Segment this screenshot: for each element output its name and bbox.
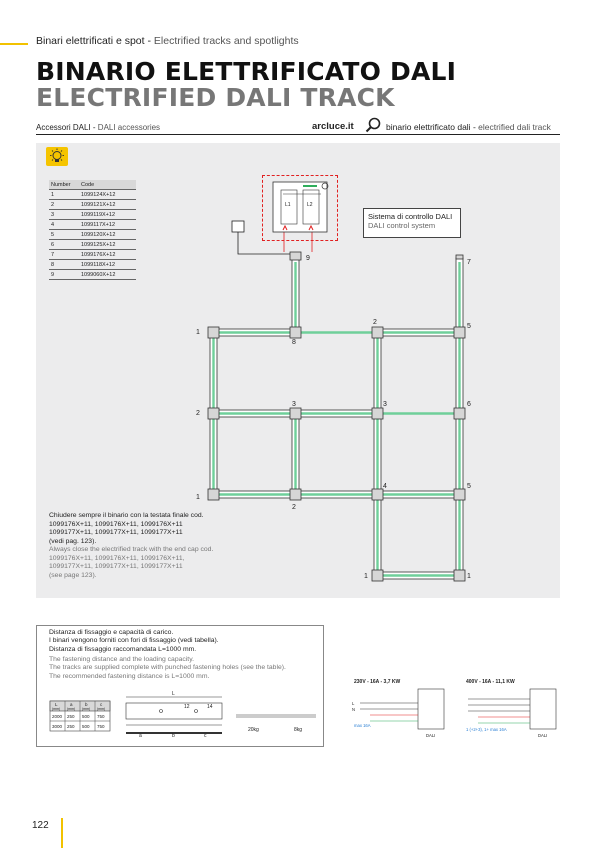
search-link[interactable] <box>386 122 551 132</box>
dim-a: a <box>139 733 142 739</box>
ft-cell: 3000 <box>52 724 63 729</box>
fastening-text-en <box>49 656 309 681</box>
fastening-en-line: The tracks are supplied complete with punched fastening holes (see the table). <box>49 664 286 672</box>
row-number: 2 <box>49 200 79 210</box>
note-it-line: (vedi pag. 123). <box>49 537 97 545</box>
search-link-it: binario elettrificato dali <box>386 122 471 132</box>
end-cap-note-en <box>49 546 269 580</box>
row-number: 5 <box>49 230 79 240</box>
header-accent-line <box>0 43 28 45</box>
breadcrumb-it: Binari elettrificati e spot <box>36 35 145 47</box>
note-it-line: 1099176X+11, 1099176X+11, 1099176X+11 <box>49 520 183 528</box>
row-code: 1099119X+12 <box>79 210 136 220</box>
dim-14: 14 <box>207 704 213 710</box>
wiring-dali-left: DALI <box>426 733 436 738</box>
row-number: 3 <box>49 210 79 220</box>
row-code: 1099125X+12 <box>79 240 136 250</box>
dim-12: 12 <box>184 704 190 710</box>
label-3a: 3 <box>292 401 296 408</box>
row-code: 1099120X+12 <box>79 230 136 240</box>
wiring-l: L <box>352 701 355 706</box>
fastening-table <box>50 701 110 731</box>
label-7: 7 <box>467 259 471 266</box>
fastening-en-line: The fastening distance and the loading capacity. <box>49 656 194 663</box>
wiring-right-sub: 1 (+2+3), 1+ max 16A <box>466 727 507 732</box>
wiring-diagrams <box>340 675 560 745</box>
ft-cell: 750 <box>97 724 105 729</box>
accessories-separator: - <box>90 123 98 132</box>
search-icon[interactable] <box>365 117 381 133</box>
label-9: 9 <box>306 255 310 262</box>
wiring-right-label: 400V - 16A - 11,1 KW <box>466 679 515 685</box>
control-system-it: Sistema di controllo DALI <box>368 212 453 221</box>
row-code: 1099118X+12 <box>79 260 136 270</box>
page-number-accent <box>61 818 63 848</box>
wiring-left-label: 230V - 16A - 3,7 KW <box>354 679 401 685</box>
fastening-it-line: I binari vengono forniti con fori di fissaggio (vedi tabella). <box>49 637 219 645</box>
label-3b: 3 <box>383 401 387 408</box>
label-8: 8 <box>292 339 296 346</box>
column-header-number: Number <box>49 180 79 190</box>
load-8kg: 8kg <box>294 727 303 733</box>
control-system-en: DALI control system <box>368 221 436 230</box>
ft-cell: 250 <box>67 724 75 729</box>
wiring-n: N <box>352 707 356 712</box>
row-code: 1099124X+12 <box>79 190 136 200</box>
load-20kg: 20kg <box>248 727 259 733</box>
ft-header-L: L <box>55 702 58 707</box>
wiring-dali-right: DALI <box>538 733 548 738</box>
ft-unit: (mm) <box>52 707 61 711</box>
ft-cell: 500 <box>82 714 90 719</box>
fastening-text-it <box>49 629 299 654</box>
fastening-it-line: Distanza di fissaggio raccomandata L=1000 mm. <box>49 645 197 653</box>
section-divider <box>36 134 560 135</box>
lightbulb-icon <box>46 147 68 166</box>
label-5b: 5 <box>467 483 471 490</box>
row-code: 1099121X+12 <box>79 200 136 210</box>
label-4: 4 <box>383 483 387 490</box>
search-link-en: electrified dali track <box>478 122 551 132</box>
label-1a: 1 <box>196 329 200 336</box>
breadcrumb-separator: - <box>144 35 154 47</box>
page-number: 122 <box>32 820 49 831</box>
accessories-label <box>36 123 160 132</box>
label-6: 6 <box>467 401 471 408</box>
control-l1: L1 <box>285 202 291 208</box>
row-code: 1099060X+12 <box>79 270 136 280</box>
ft-header-b: b <box>85 702 88 707</box>
breadcrumb-en: Electrified tracks and spotlights <box>153 35 299 47</box>
row-number: 8 <box>49 260 79 270</box>
ft-header-a: a <box>70 702 73 707</box>
fastening-diagram <box>36 687 322 745</box>
label-2a: 2 <box>373 319 377 326</box>
column-header-code: Code <box>79 180 136 190</box>
page-title-en: ELECTRIFIED DALI TRACK <box>36 83 395 112</box>
site-link[interactable]: arcluce.it <box>312 121 354 132</box>
note-en-line: (see page 123). <box>49 571 97 579</box>
accessories-it: Accessori DALI <box>36 123 91 132</box>
row-number: 4 <box>49 220 79 230</box>
control-l2: L2 <box>307 202 313 208</box>
fastening-en-line: The recommended fastening distance is L=1000 mm. <box>49 672 210 680</box>
ft-unit: (mm) <box>82 707 91 711</box>
dim-b: b <box>172 733 175 739</box>
accessories-en: DALI accessories <box>97 123 161 132</box>
page-title-it: BINARIO ELETTRIFICATO DALI <box>36 57 457 86</box>
row-code: 1099117X+12 <box>79 220 136 230</box>
fastening-it-line: Distanza di fissaggio e capacità di carico. <box>49 629 174 636</box>
label-5a: 5 <box>467 323 471 330</box>
row-number: 9 <box>49 270 79 280</box>
label-1c: 1 <box>364 573 368 580</box>
wiring-left-drawing <box>360 689 444 729</box>
row-code: 1099176X+12 <box>79 250 136 260</box>
label-2c: 2 <box>292 504 296 511</box>
ft-cell: 250 <box>67 714 75 719</box>
row-number: 6 <box>49 240 79 250</box>
dim-L: L <box>172 691 175 697</box>
search-link-separator: - <box>470 122 479 132</box>
label-1d: 1 <box>467 573 471 580</box>
note-en-line: Always close the electrified track with the end cap cod. <box>49 546 214 553</box>
wiring-left-sub: max 16A <box>354 723 371 728</box>
label-2b: 2 <box>196 410 200 417</box>
ft-header-c: c <box>100 702 103 707</box>
track-green-strips <box>214 262 460 576</box>
end-cap-note-it <box>49 512 249 546</box>
wiring-right-drawing <box>468 689 556 729</box>
row-number: 7 <box>49 250 79 260</box>
note-en-line: 1099177X+11, 1099177X+11, 1099177X+11 <box>49 563 183 570</box>
track-drilling-drawing <box>126 697 316 733</box>
ft-cell: 500 <box>82 724 90 729</box>
note-en-line: 1099176X+11, 1099176X+11, 1099176X+11, <box>49 554 185 562</box>
note-it-line: Chiudere sempre il binario con la testata finale cod. <box>49 512 204 519</box>
ft-unit: (mm) <box>97 707 106 711</box>
ft-cell: 750 <box>97 714 105 719</box>
dim-c: c <box>204 733 207 739</box>
label-1b: 1 <box>196 494 200 501</box>
note-it-line: 1099177X+11, 1099177X+11, 1099177X+11 <box>49 529 183 536</box>
control-module-detail <box>262 175 338 241</box>
ft-cell: 2000 <box>52 714 63 719</box>
control-system-label <box>363 208 461 238</box>
ft-unit: (mm) <box>67 707 76 711</box>
row-number: 1 <box>49 190 79 200</box>
breadcrumb <box>36 35 299 47</box>
